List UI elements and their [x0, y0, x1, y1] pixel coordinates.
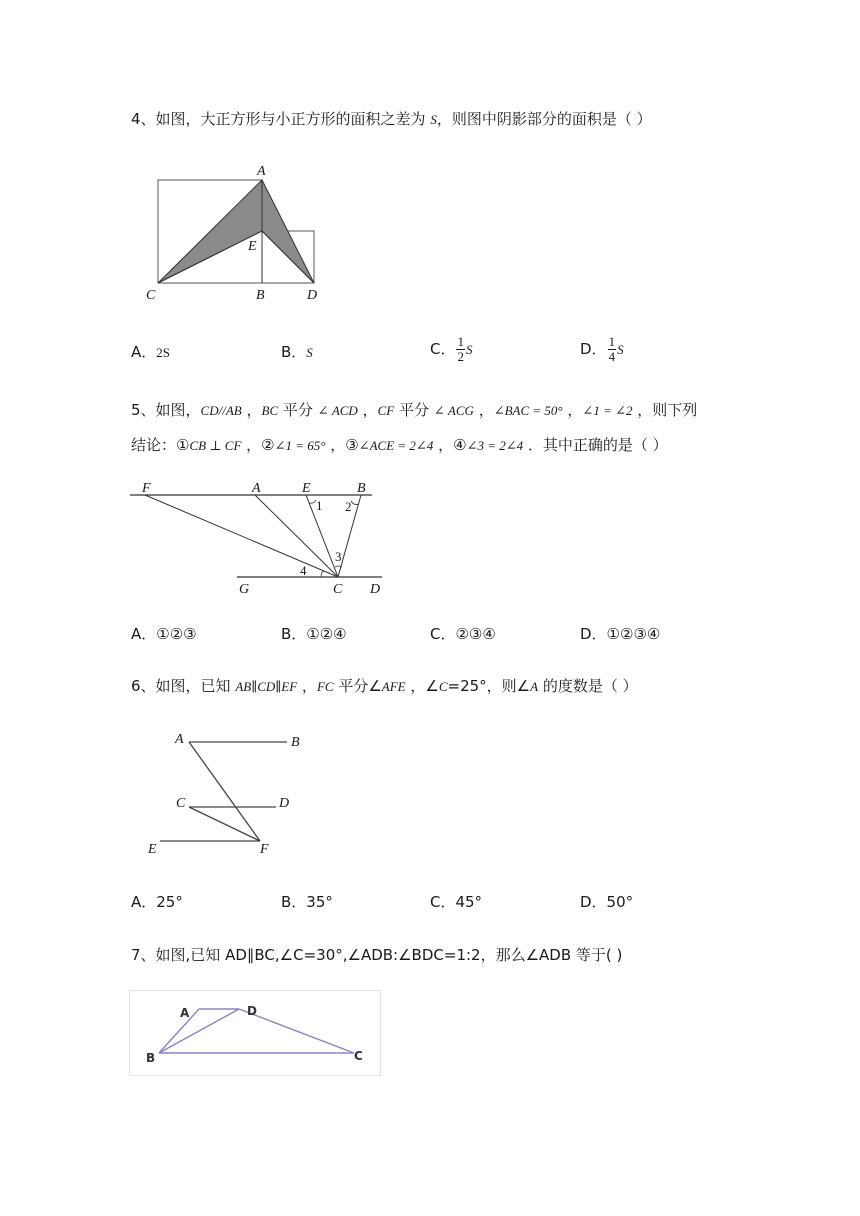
label-c: C: [146, 288, 156, 303]
question-4-figure: [140, 160, 340, 310]
label-angle-2: 2: [345, 499, 352, 514]
label-a: A: [175, 732, 184, 747]
label-f: F: [142, 481, 151, 496]
q5-option-d[interactable]: D．①②③④: [580, 625, 661, 643]
question-5-figure: [125, 474, 395, 604]
line-af: [189, 742, 260, 841]
question-4-stem: 4、如图，大正方形与小正方形的面积之差为 S，则图中阴影部分的面积是（ ）: [131, 110, 652, 128]
angle-arc-2: [351, 501, 359, 505]
q4-option-c[interactable]: C． $\frac{1}{2}$ S: [430, 334, 473, 364]
line-fc: [145, 495, 338, 577]
label-d: D: [247, 1004, 257, 1018]
line-cf: [189, 807, 260, 841]
question-6-stem: 6、如图，已知 AB∥CD∥EF ，FC 平分∠AFE ，∠C=25°，则∠A 的度数是（ ）: [131, 677, 638, 695]
label-e: E: [302, 481, 311, 496]
line-ab: [159, 1009, 199, 1053]
q6-option-b[interactable]: B．35°: [281, 893, 333, 911]
label-f: F: [260, 842, 269, 857]
angle-arc-1: [309, 500, 316, 503]
q4-option-a[interactable]: A．2S: [131, 343, 170, 361]
label-angle-4: 4: [300, 563, 307, 578]
q6-option-a[interactable]: A．25°: [131, 893, 183, 911]
angle-arc-4: [321, 571, 324, 577]
label-b: B: [357, 481, 366, 496]
line-ac: [255, 495, 338, 577]
label-g: G: [239, 582, 250, 597]
q5-option-a[interactable]: A．①②③: [131, 625, 197, 643]
q6-option-d[interactable]: D．50°: [580, 893, 634, 911]
q5-option-c[interactable]: C．②③④: [430, 625, 496, 643]
q6-option-c[interactable]: C．45°: [430, 893, 483, 911]
question-6-figure: [140, 725, 320, 865]
line-bd: [159, 1009, 239, 1053]
label-e: E: [148, 842, 157, 857]
fraction: $\frac{1}{2}$: [457, 334, 464, 364]
label-a: A: [180, 1006, 190, 1020]
label-d: D: [279, 796, 290, 811]
label-b: B: [256, 288, 265, 303]
angle-arc-3: [335, 566, 342, 567]
label-d: D: [370, 582, 381, 597]
question-5-stem-line2: 结论：①CB ⊥ CF ，②∠1 = 65° ，③∠ACE = 2∠4 ，④∠3 = 2∠4 ．其中正确的是（ ）: [131, 436, 668, 454]
q4-option-d[interactable]: D． $\frac{1}{4}$ S: [580, 334, 624, 364]
label-b: B: [291, 735, 300, 750]
label-angle-1: 1: [316, 498, 323, 513]
label-d: D: [307, 288, 318, 303]
label-b: B: [146, 1051, 156, 1065]
question-7-figure: [129, 990, 382, 1076]
q5-option-b[interactable]: B．①②④: [281, 625, 347, 643]
fraction: $\frac{1}{4}$: [608, 334, 616, 364]
label-angle-3: 3: [335, 549, 342, 564]
label-c: C: [354, 1049, 363, 1063]
question-7-stem: 7、如图,已知 AD∥BC,∠C=30°,∠ADB:∠BDC=1:2，那么∠ADB 等于( ): [131, 946, 623, 964]
question-5-stem-line1: 5、如图，CD//AB ，BC 平分 ∠ ACD ，CF 平分 ∠ ACG ，∠BAC = 50° ，∠1 = ∠2 ，则下列: [131, 401, 698, 419]
label-a: A: [252, 481, 261, 496]
shaded-triangle-left: [158, 180, 262, 283]
label-c: C: [333, 582, 343, 597]
label-e: E: [248, 239, 257, 254]
label-a: A: [257, 164, 266, 179]
q4-option-b[interactable]: B．S: [281, 343, 313, 361]
label-c: C: [176, 796, 186, 811]
